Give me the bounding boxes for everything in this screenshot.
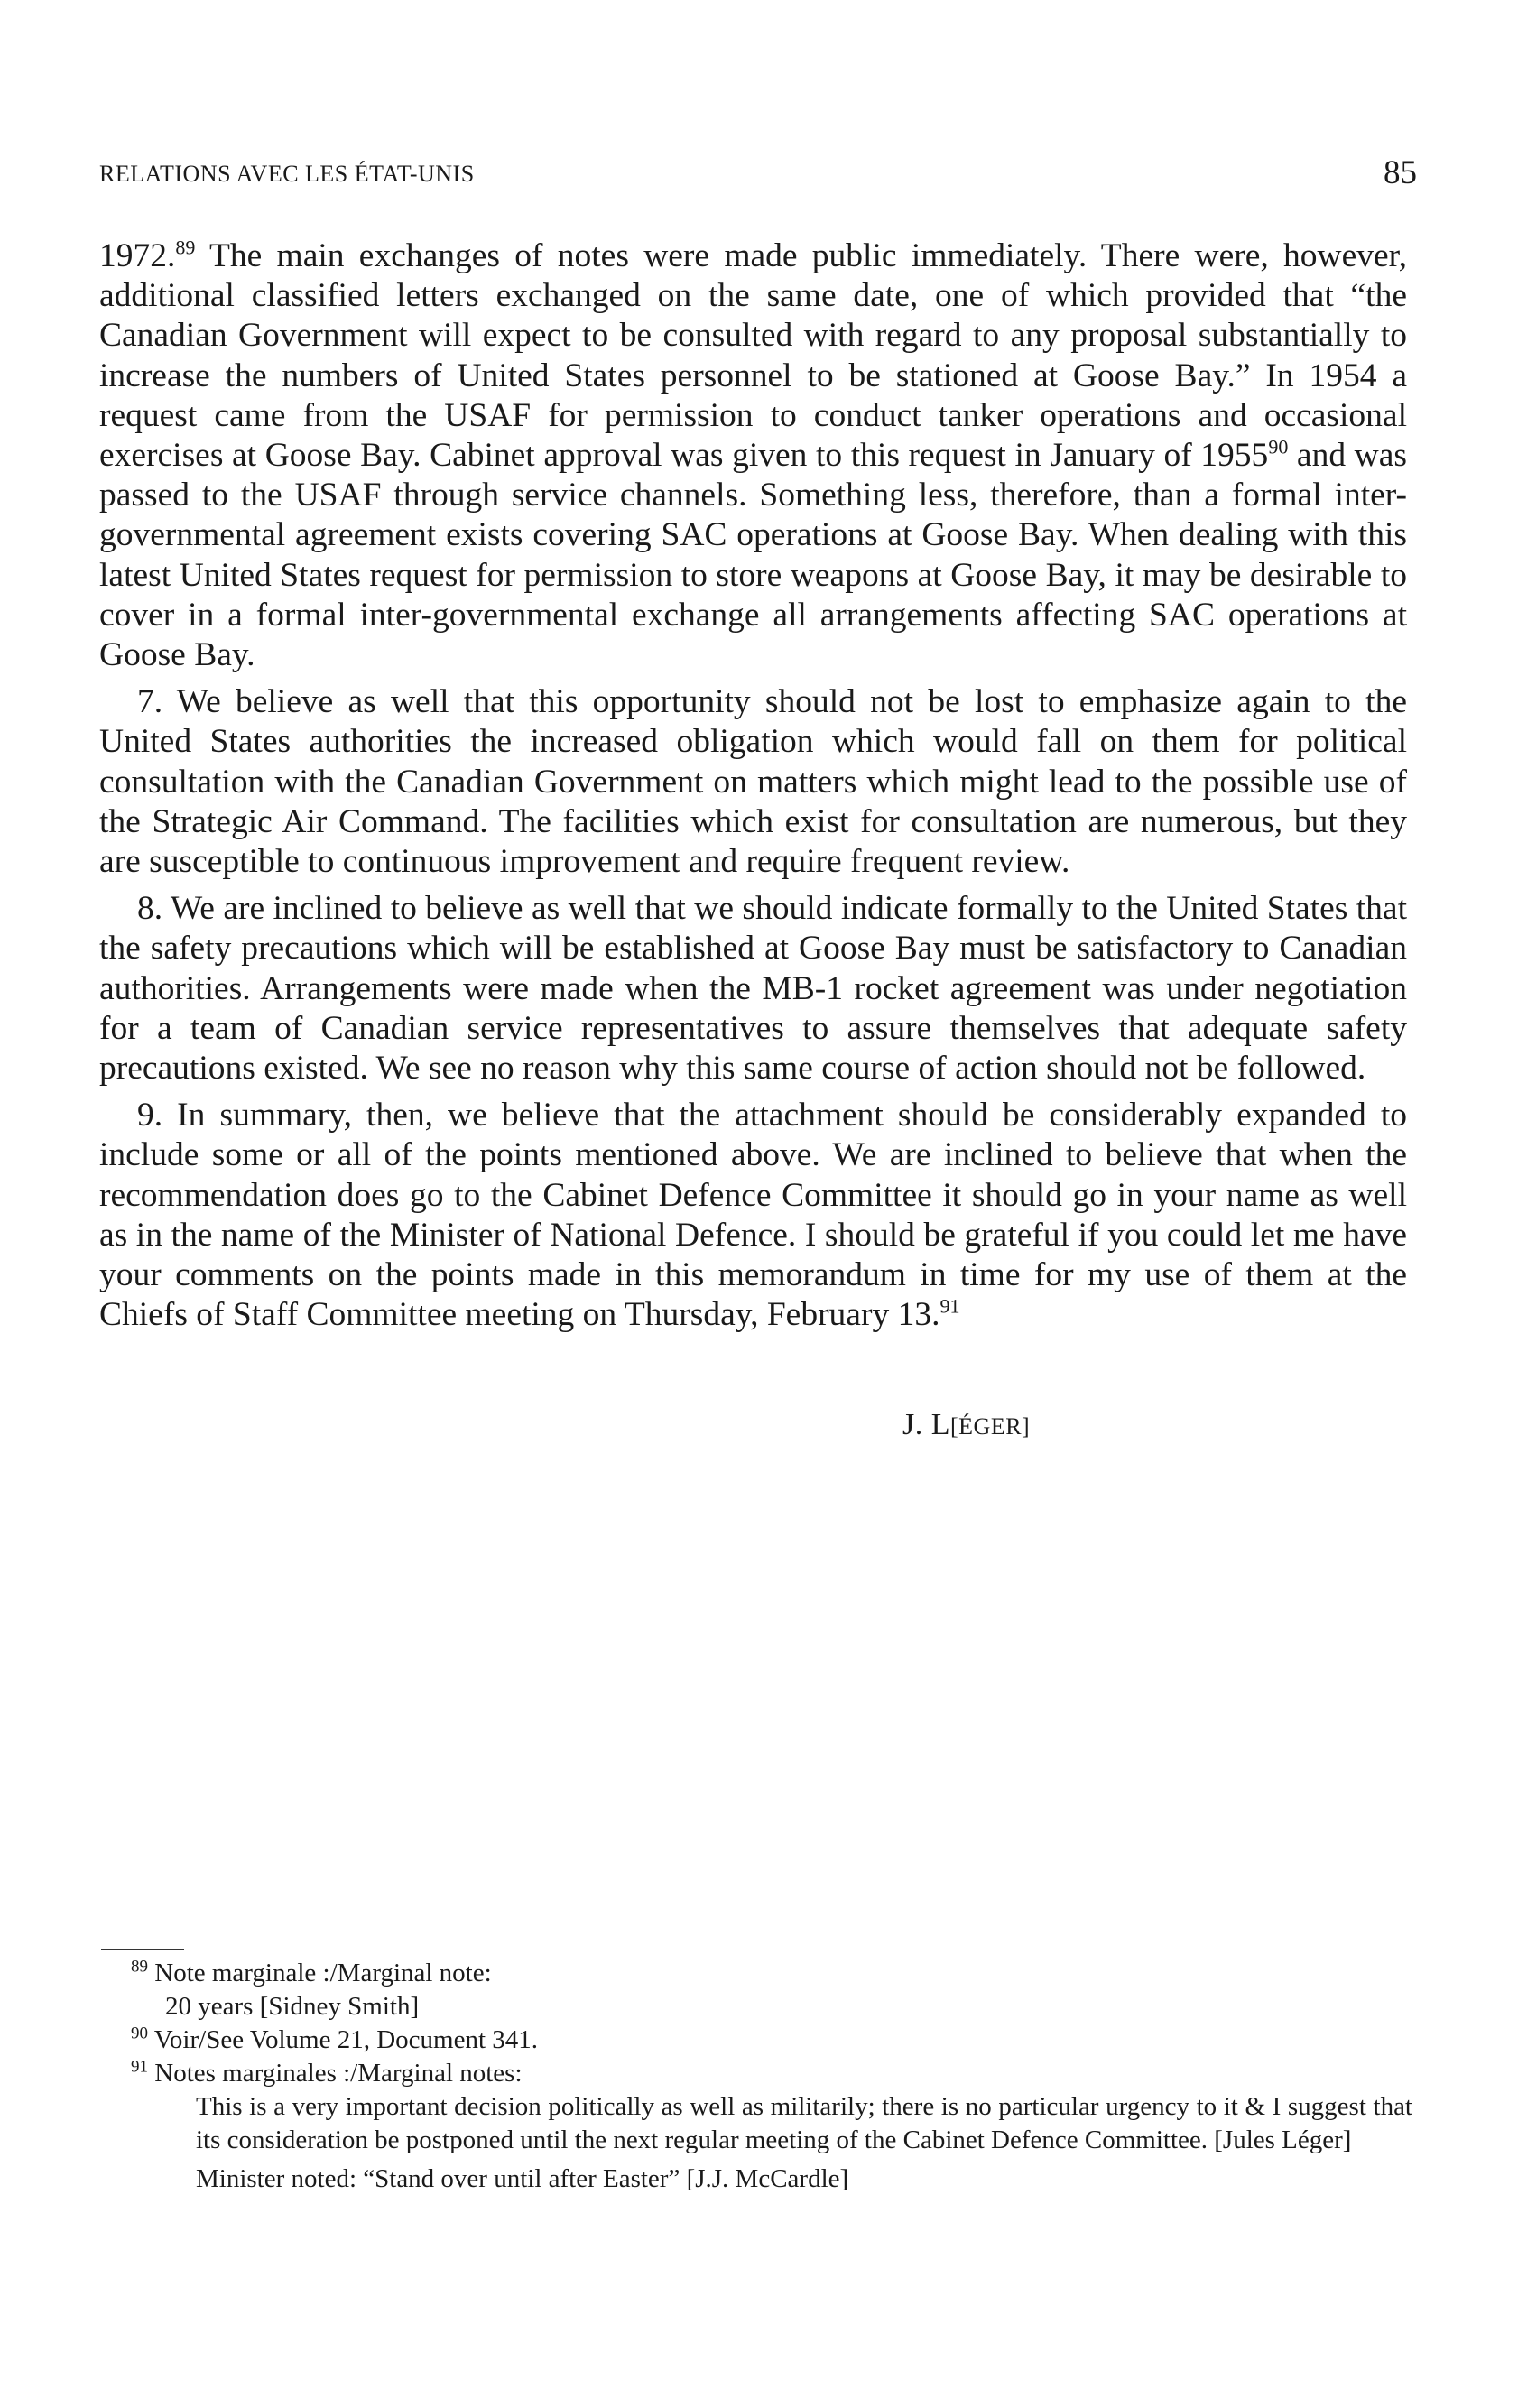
- footnote-ref-90: 90: [1268, 435, 1289, 458]
- running-head: RELATIONS AVEC LES ÉTAT-UNIS: [99, 161, 475, 187]
- footnote-text: Voir/See Volume 21, Document 341.: [148, 2025, 539, 2054]
- body-text: [99, 236, 1407, 1342]
- footnote-divider: [101, 1949, 184, 1950]
- footnote-90: [131, 2024, 1412, 2057]
- footnotes: [131, 1957, 1412, 2196]
- footnote-91-text-1: This is a very important decision politically as well as militarily; there is no particular urgency to it & I suggest that its consideration be postponed until the next regular meeting of the Cabinet Defence Committee. [Jules Léger]: [196, 2092, 1412, 2154]
- footnote-number: 89: [131, 1957, 148, 1977]
- paragraph-text: 1972.: [99, 237, 176, 274]
- paragraph-9: [99, 1096, 1407, 1335]
- footnote-91: [131, 2057, 1412, 2090]
- footnote-89-text: 20 years [Sidney Smith]: [165, 1992, 420, 2021]
- footnote-ref-89: 89: [175, 236, 196, 259]
- paragraph-7: 7. We believe as well that this opportunity should not be lost to emphasize again to the United States authorities the increased obligation which would fall on them for political consultation with the Canadian Government on matters which might lead to the possible use of the Strategic Air Command. The facilities which exist for consultation are numerous, but they are susceptible to continuous improvement and require frequent review.: [99, 683, 1407, 881]
- page-number: 85: [1384, 154, 1417, 191]
- footnote-89: [131, 1957, 1412, 1990]
- signature-rest: [ÉGER]: [950, 1413, 1031, 1440]
- footnote-label: Notes marginales :/Marginal notes:: [148, 2059, 523, 2088]
- footnote-label: Note marginale :/Marginal note:: [148, 1959, 492, 1987]
- footnote-number: 91: [131, 2057, 148, 2077]
- signature-initial: J. L: [902, 1408, 950, 1441]
- signature: [902, 1408, 1030, 1442]
- paragraph-text: 9. In summary, then, we believe that the attachment should be considerably expanded to include some or all of the points mentioned above. We are inclined to believe that when the recommendation does go to the Cabinet Defence Committee it should go in your name as well as in the name of the Minister of National Defence. I should be grateful if you could let me have your comments on the points made in this memorandum in time for my use of them at the Chiefs of Staff Committee meeting on Thursday, February 13.: [99, 1097, 1407, 1334]
- paragraph-text: and was passed to the USAF through service channels. Something less, therefore, than a formal inter-governmental agreement exists covering SAC operations at Goose Bay. When dealing with this latest United States request for permission to store weapons at Goose Bay, it may be desirable to cover in a formal inter-governmental exchange all arrangements affecting SAC operations at Goose Bay.: [99, 437, 1407, 674]
- footnote-ref-91: 91: [939, 1294, 960, 1318]
- footnote-number: 90: [131, 2024, 148, 2043]
- paragraph-6-continued: [99, 236, 1407, 675]
- footnote-91-text-2: Minister noted: “Stand over until after Easter” [J.J. McCardle]: [196, 2164, 849, 2193]
- paragraph-text: The main exchanges of notes were made public immediately. There were, however, additional classified letters exchanged on the same date, one of which provided that “the Canadian Government will expect to be consulted with regard to any proposal substantially to increase the numbers of United States personnel to be stationed at Goose Bay.” In 1954 a request came from the USAF for permission to conduct tanker operations and occasional exercises at Goose Bay. Cabinet approval was given to this request in January of 1955: [99, 237, 1407, 475]
- paragraph-8: 8. We are inclined to believe as well that we should indicate formally to the United States that the safety precautions which will be established at Goose Bay must be satisfactory to Canadian authorities. Arrangements were made when the MB-1 rocket agreement was under negotiation for a team of Canadian service representatives to assure themselves that adequate safety precautions existed. We see no reason why this same course of action should not be followed.: [99, 890, 1407, 1088]
